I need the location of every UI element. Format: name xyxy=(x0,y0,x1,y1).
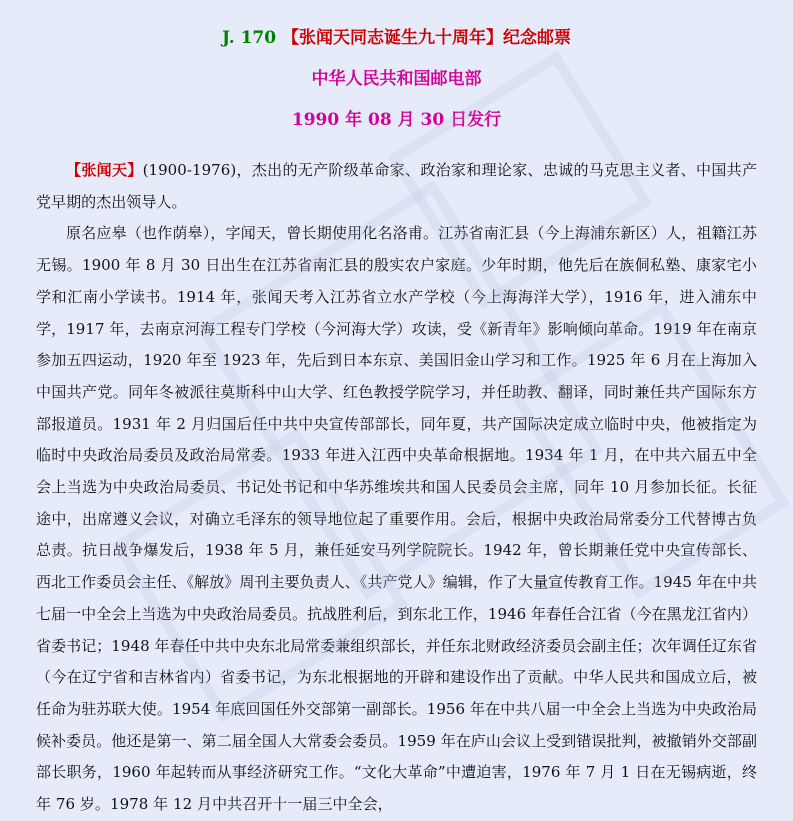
issue-date: 1990 年 08 月 30 日发行 xyxy=(291,110,502,130)
publisher: 中华人民共和国邮电部 xyxy=(311,69,482,89)
stamp-title: 【张闻天同志诞生九十周年】纪念邮票 xyxy=(281,28,571,48)
intro-paragraph xyxy=(36,155,757,218)
stamp-series-number: J. 170 xyxy=(222,28,277,48)
intro-text: (1900-1976)，杰出的无产阶级革命家、政治家和理论家、忠诚的马克思主义者、中国共产党早期的杰出领导人。 xyxy=(36,161,757,211)
stamp-title-line xyxy=(0,26,793,50)
stamp-header xyxy=(0,0,793,132)
person-name-highlight: 【张闻天】 xyxy=(66,161,143,179)
biography-paragraph: 原名应皋（也作荫皋），字闻天，曾长期使用化名洛甫。江苏省南汇县（今上海浦东新区）人，祖籍江苏无锡。1900 年 8 月 30 日出生在江苏省南汇县的殷实农户家庭。少年时期，他先后在族侗私塾、康家宅小学和汇南小学读书。1914 年，张闻天考入江苏省立水产学校（今上海海洋大学），1916 年，进入浦东中学，1917 年，去南京河海工程专门学校（今河海大学）攻读，受《新青年》影响倾向革命。1919 年在南京参加五四运动，1920 年至 1923 年，先后到日本东京、美国旧金山学习和工作。1925 年 6 月在上海加入中国共产党。同年冬被派往莫斯科中山大学、红色教授学院学习，并任助教、翻译，同时兼任共产国际东方部报道员。1931 年 2 月归国后任中共中央宣传部部长，同年夏，共产国际决定成立临时中央，他被指定为临时中央政治局委员及政治局常委。1933 年进入江西中央革命根据地。1934 年 1 月，在中共六届五中全会上当选为中央政治局委员、书记处书记和中华苏维埃共和国人民委员会主席，同年 10 月参加长征。长征途中，出席遵义会议，对确立毛泽东的领导地位起了重要作用。会后，根据中央政治局常委分工代替博古负总责。抗日战争爆发后，1938 年 5 月，兼任延安马列学院院长。1942 年，曾长期兼任党中央宣传部长、西北工作委员会主任、《解放》周刊主要负责人、《共产党人》编辑，作了大量宣传教育工作。1945 年在中共七届一中全会上当选为中央政治局委员。抗战胜利后，到东北工作，1946 年春任合江省（今在黑龙江省内）省委书记；1948 年春任中共中央东北局常委兼组织部长，并任东北财政经济委员会副主任；次年调任辽东省（今在辽宁省和吉林省内）省委书记，为东北根据地的开辟和建设作出了贡献。中华人民共和国成立后，被任命为驻苏联大使。1954 年底回国任外交部第一副部长。1956 年在中共八届一中全会上当选为中央政治局候补委员。他还是第一、第二届全国人大常委会委员。1959 年在庐山会议上受到错误批判，被撤销外交部副部长职务，1960 年起转而从事经济研究工作。“文化大革命”中遭迫害，1976 年 7 月 1 日在无锡病逝，终年 76 岁。1978 年 12 月中共召开十一届三中全会， xyxy=(36,224,757,814)
article-body xyxy=(0,149,793,821)
